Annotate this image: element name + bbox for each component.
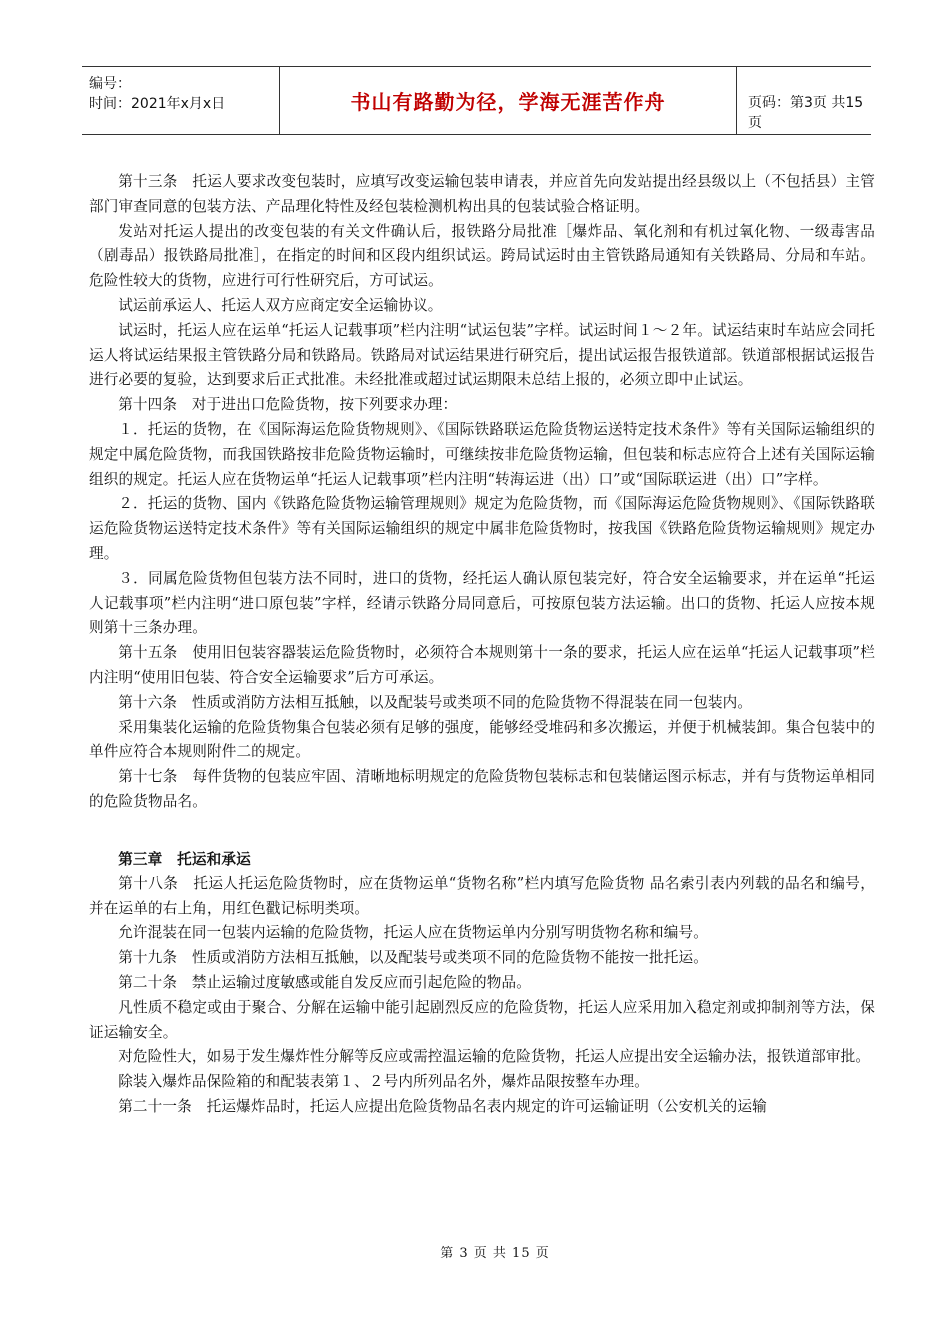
paragraph: 试运时，托运人应在运单“托运人记载事项”栏内注明“试运包装”字样。试运时间１～２年。试运结束时车站应会同托运人将试运结果报主管铁路分局和铁路局。铁路局对试运结果进行研究后，提出试运报告报铁道部。铁道部根据试运报告进行必要的复验，达到要求后正式批准。未经批准或超过试运期限未总结上报的，必须立即中止试运。 <box>89 321 875 389</box>
paragraph: 采用集装化运输的危险货物集合包装必须有足够的强度，能够经受堆码和多次搬运，并便于机械装卸。集合包装中的单件应符合本规则附件二的规定。 <box>89 718 875 761</box>
paragraph: 对危险性大，如易于发生爆炸性分解等反应或需控温运输的危险货物，托运人应提出安全运输办法，报铁道部审批。 <box>118 1048 871 1066</box>
chapter-title: 第三章 托运和承运 <box>118 850 251 868</box>
paragraph-article-16: 第十六条 性质或消防方法相互抵触，以及配装号或类项不同的危险货物不得混装在同一包装内。 <box>118 693 753 711</box>
list-item: １．托运的货物，在《国际海运危险货物规则》、《国际铁路联运危险货物运送特定技术条件》等有关国际运输组织的规定中属危险货物，而我国铁路按非危险货物运输时，可继续按非危险货物运输，但包装和标志应符合上述有关国际运输组织的规定。托运人应在货物运单“托运人记载事项”栏内注明“转海运进（出）口”或“国际联运进（出）口”字样。 <box>89 420 875 488</box>
paragraph: 发站对托运人提出的改变包装的有关文件确认后，报铁路分局批准［爆炸品、氧化剂和有机过氧化物、一级毒害品（剧毒品）报铁路局批准］，在指定的时间和区段内组织试运。跨局试运时由主管铁路局通知有关铁路局、分局和车站。危险性较大的货物，应进行可行性研究后，方可试运。 <box>89 222 875 290</box>
paragraph-article-21: 第二十一条 托运爆炸品时，托运人应提出危险货物品名表内规定的许可运输证明（公安机关的运输 <box>118 1097 767 1115</box>
document-body <box>89 170 875 1120</box>
header-motto-cell <box>279 67 737 134</box>
list-item: ３．同属危险货物但包装方法不同时，进口的货物，经托运人确认原包装完好，符合安全运输要求，并在运单“托运人记载事项”栏内注明“进口原包装”字样，经请示铁路分局同意后，可按原包装方法运输。出口的货物、托运人应按本规则第十三条办理。 <box>89 569 875 637</box>
paragraph-article-19: 第十九条 性质或消防方法相互抵触，以及配装号或类项不同的危险货物不能按一批托运。 <box>118 949 708 967</box>
header-motto: 书山有路勤为径，学海无涯苦作舟 <box>350 90 666 114</box>
paragraph-article-18: 第十八条 托运人托运危险货物时，应在货物运单“货物名称”栏内填写危险货物 品名索引表内列载的品名和编号，并在运单的右上角，用红色戳记标明类项。 <box>89 874 875 917</box>
paragraph-article-14: 第十四条 对于进出口危险货物，按下列要求办理： <box>118 396 458 414</box>
paragraph-article-13: 第十三条 托运人要求改变包装时，应填写改变运输包装申请表，并应首先向发站提出经县级以上（不包括县）主管部门审查同意的包装方法、产品理化特性及经包装检测机构出具的包装试验合格证明。 <box>89 173 875 215</box>
paragraph: 除装入爆炸品保险箱的和配装表第１、２号内所列品名外，爆炸品限按整车办理。 <box>118 1073 649 1091</box>
document-time-label: 时间：2021年x月x日 <box>89 96 226 112</box>
paragraph-article-15: 第十五条 使用旧包装容器装运危险货物时，必须符合本规则第十一条的要求，托运人应在运单“托运人记载事项”栏内注明“使用旧包装、符合安全运输要求”后方可承运。 <box>89 644 875 686</box>
list-item: ２．托运的货物、国内《铁路危险货物运输管理规则》规定为危险货物，而《国际海运危险货物规则》、《国际铁路联运危险货物运送特定技术条件》等有关国际运输组织的规定中属非危险货物时，按我国《铁路危险货物运输规则》规定办理。 <box>89 495 875 562</box>
header-page-code: 页码：第3页 共15页 <box>748 95 864 131</box>
paragraph-article-20: 第二十条 禁止运输过度敏感或能自发反应而引起危险的物品。 <box>118 973 532 991</box>
header-meta <box>89 74 225 114</box>
paragraph: 凡性质不稳定或由于聚合、分解在运输中能引起剧烈反应的危险货物，托运人应采用加入稳定剂或抑制剂等方法，保证运输安全。 <box>89 998 875 1041</box>
paragraph-article-17: 第十七条 每件货物的包装应牢固、清晰地标明规定的危险货物包装标志和包装储运图示标志，并有与货物运单相同的危险货物品名。 <box>89 768 875 810</box>
document-number-label: 编号： <box>89 76 131 92</box>
page-header <box>82 66 871 135</box>
paragraph: 试运前承运人、托运人双方应商定安全运输协议。 <box>118 296 443 314</box>
paragraph: 允许混装在同一包装内运输的危险货物，托运人应在货物运单内分别写明货物名称和编号。 <box>118 924 708 942</box>
page-footer: 第 3 页 共 15 页 <box>440 1246 550 1261</box>
